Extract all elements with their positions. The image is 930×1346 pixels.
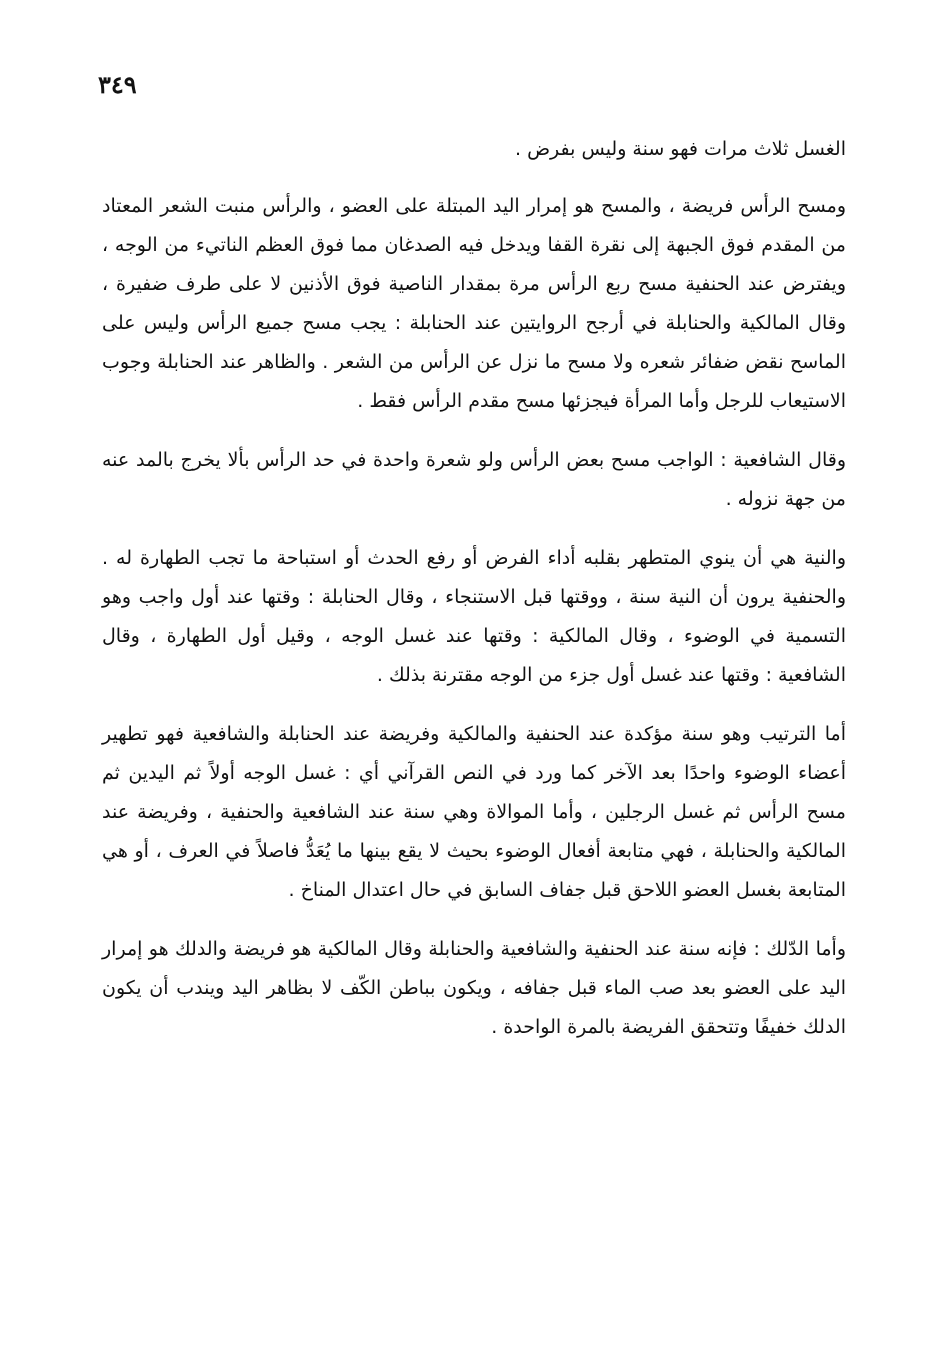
paragraph-6: وأما الدّلك : فإنه سنة عند الحنفية والشافعية والحنابلة وقال المالكية هو فريضة والدلك هو إمرار اليد على العضو بعد صب الماء قبل جفافه ، ويكون بباطن الكّف لا بظاهر اليد ويندب أن يكون الدلك خفيفًا وتتحقق الفريضة بالمرة الواحدة . xyxy=(102,938,846,1038)
paragraph-4: والنية هي أن ينوي المتطهر بقلبه أداء الفرض أو رفع الحدث أو استباحة ما تجب الطهارة له . والحنفية يرون أن النية سنة ، ووقتها قبل الاستنجاء ، وقال الحنابلة : وقتها عند أول واجب وهو التسمية في الوضوء ، وقال المالكية : وقتها عند غسل الوجه ، وقيل أول الطهارة ، وقال الشافعية : وقتها عند غسل أول جزء من الوجه مقترنة بذلك . xyxy=(102,547,846,686)
paragraph-2: ومسح الرأس فريضة ، والمسح هو إمرار اليد المبتلة على العضو ، والرأس منبت الشعر المعتاد من المقدم فوق الجبهة إلى نقرة القفا ويدخل فيه الصدغان مما فوق العظم الناتيء من الوجه ، ويفترض عند الحنفية مسح ربع الرأس مرة بمقدار الناصية فوق الأذنين لا على طرف ضفيرة ، وقال المالكية والحنابلة في أرجح الروايتين عند الحنابلة : يجب مسح جميع الرأس وليس على الماسح نقض ضفائر شعره ولا مسح ما نزل عن الرأس من الشعر . والظاهر عند الحنابلة وجوب الاستيعاب للرجل وأما المرأة فيجزئها مسح مقدم الرأس فقط . xyxy=(102,195,846,412)
paragraph-5: أما الترتيب وهو سنة مؤكدة عند الحنفية والمالكية وفريضة عند الحنابلة والشافعية فهو تطهير أعضاء الوضوء واحدًا بعد الآخر كما ورد في النص القرآني أي : غسل الوجه أولاً ثم اليدين ثم مسح الرأس ثم غسل الرجلين ، وأما الموالاة وهي سنة عند الشافعية والحنفية ، وفريضة عند المالكية والحنابلة ، فهي متابعة أفعال الوضوء بحيث لا يقع بينها ما يُعَدُّ فاصلاً في العرف ، أو هي المتابعة بغسل العضو اللاحق قبل جفاف السابق في حال اعتدال المناخ . xyxy=(102,723,846,901)
body-text xyxy=(102,130,846,1067)
page-number: ٣٤٩ xyxy=(98,70,137,99)
paragraph-3: وقال الشافعية : الواجب مسح بعض الرأس ولو شعرة واحدة في حد الرأس بألا يخرج بالمد عنه من جهة نزوله . xyxy=(102,449,846,510)
paragraph-1: الغسل ثلاث مرات فهو سنة وليس بفرض . xyxy=(515,138,846,160)
